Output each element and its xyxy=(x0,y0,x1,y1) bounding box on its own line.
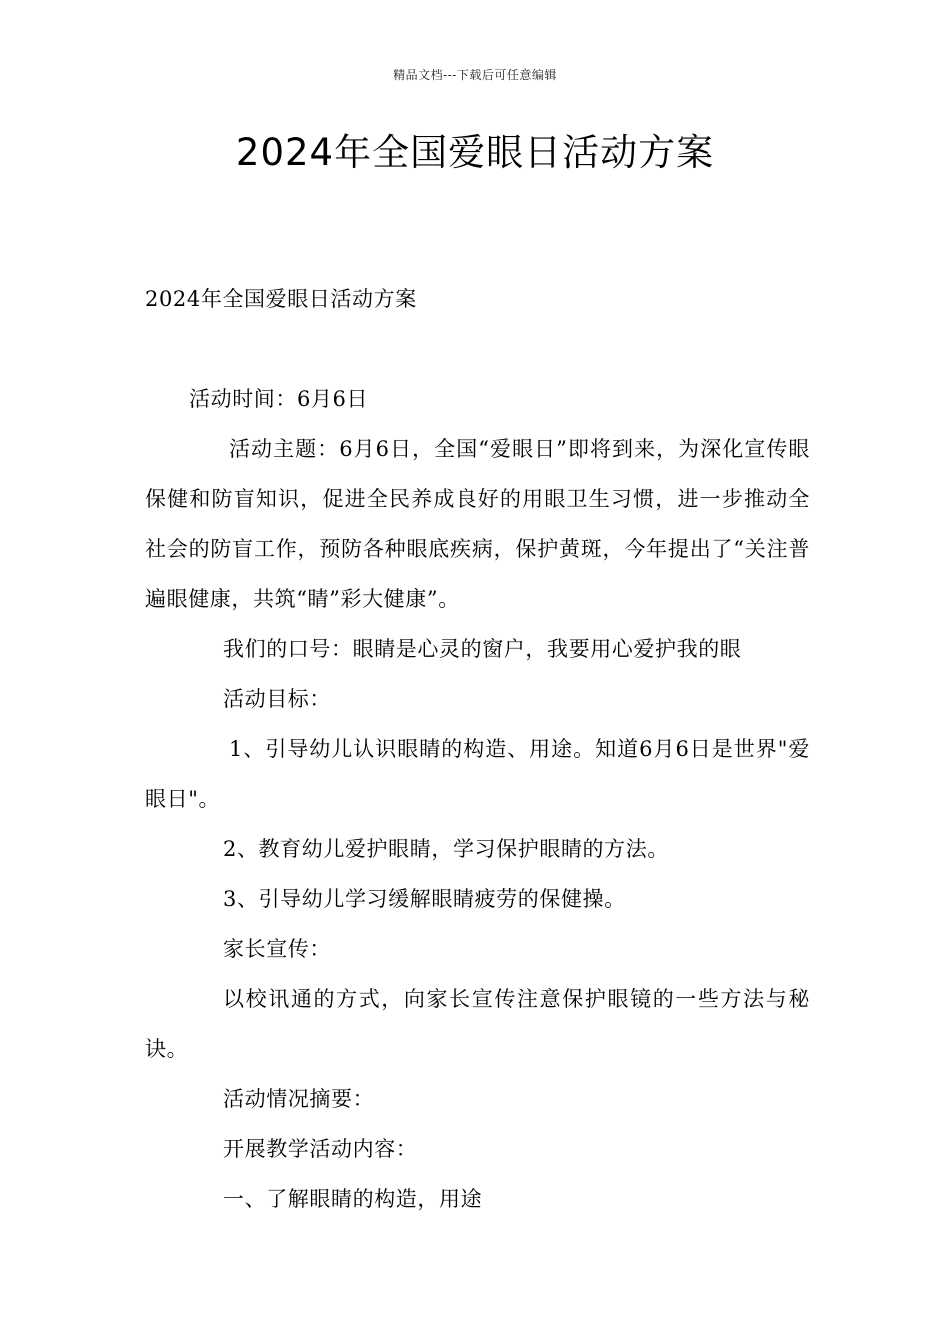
goal-item-3: 3、引导幼儿学习缓解眼睛疲劳的保健操。 xyxy=(223,887,626,911)
teaching-content-heading: 开展教学活动内容： xyxy=(223,1137,418,1161)
activity-summary-heading: 活动情况摘要： xyxy=(223,1087,375,1111)
parent-outreach-paragraph: 以校讯通的方式，向家长宣传注意保护眼镜的一些方法与秘诀。 xyxy=(145,987,810,1061)
goal-item-1: 1、引导幼儿认识眼睛的构造、用途。知道6月6日是世界"爱眼日"。 xyxy=(145,737,810,811)
goals-heading: 活动目标： xyxy=(223,687,331,711)
slogan-paragraph: 我们的口号：眼睛是心灵的窗户，我要用心爱护我的眼 xyxy=(223,637,742,661)
activity-theme-paragraph: 活动主题：6月6日，全国“爱眼日”即将到来，为深化宣传眼保健和防盲知识，促进全民养成良好的用眼卫生习惯，进一步推动全社会的防盲工作，预防各种眼底疾病，保护黄斑，今年提出了“关注普遍眼健康，共筑“睛”彩大健康”。 xyxy=(145,437,810,611)
header-note: 精品文档---下载后可任意编辑 xyxy=(393,68,557,82)
goal-item-2: 2、教育幼儿爱护眼睛，学习保护眼睛的方法。 xyxy=(223,837,669,861)
document-title: 2024年全国爱眼日活动方案 xyxy=(235,131,715,174)
activity-time-paragraph: 活动时间：6月6日 xyxy=(189,387,369,411)
subtitle-paragraph: 2024年全国爱眼日活动方案 xyxy=(145,287,417,311)
parent-outreach-heading: 家长宣传： xyxy=(223,937,331,961)
section-one-heading: 一、了解眼睛的构造，用途 xyxy=(223,1187,483,1211)
